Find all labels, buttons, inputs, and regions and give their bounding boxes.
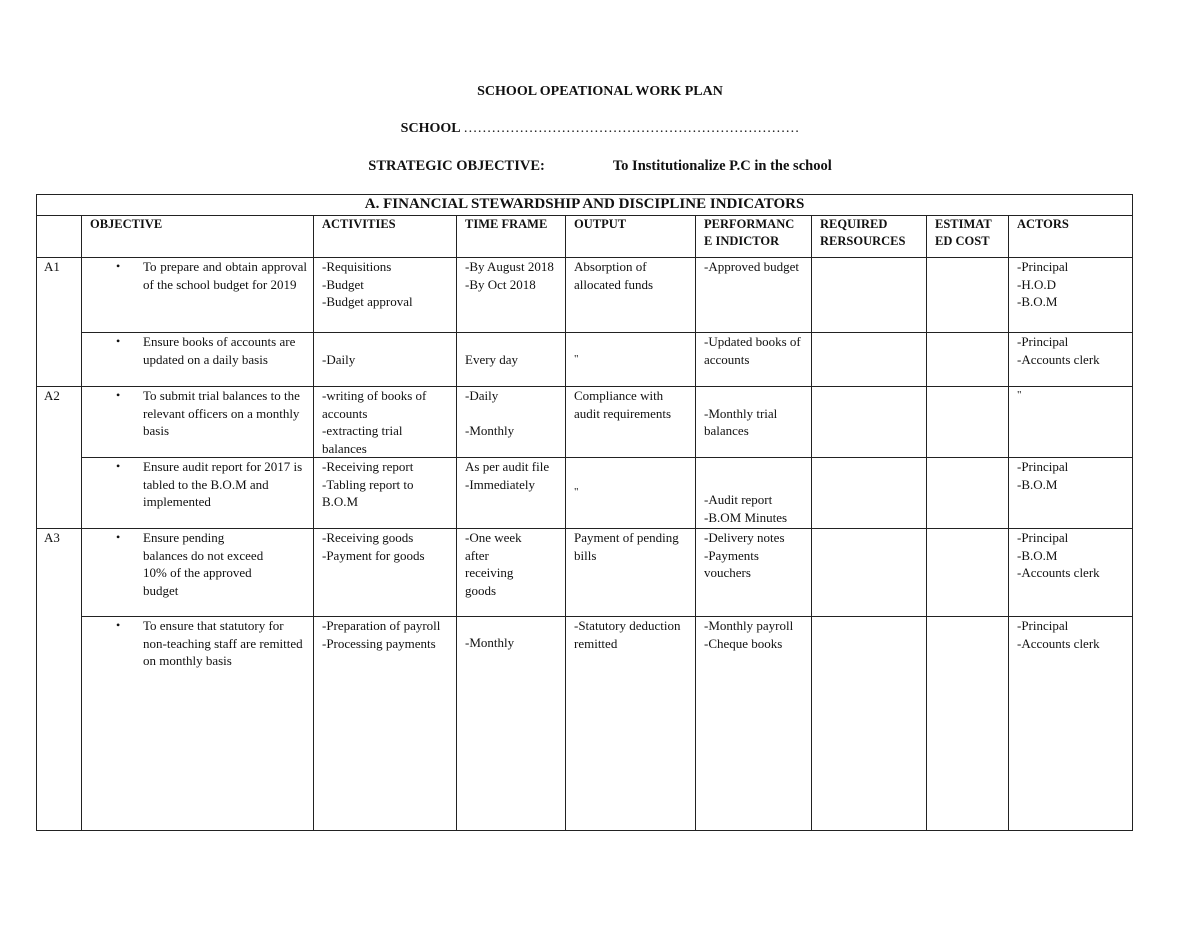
time-frame-line: Every day	[465, 351, 519, 367]
table-row	[37, 387, 1133, 458]
bullet-icon: •	[116, 259, 121, 273]
cost-cell	[927, 387, 1009, 458]
activity-line: -Receiving goods	[322, 530, 414, 545]
actor-line: -Principal	[1017, 618, 1069, 633]
col-header-cost: ESTIMAT ED COST	[927, 216, 1009, 258]
school-name-blank: ………………………………………………………………	[463, 121, 800, 136]
school-line	[0, 121, 1200, 137]
activities-cell	[314, 333, 457, 387]
actor-line: -Accounts clerk	[1017, 635, 1100, 651]
col-header-actors: ACTORS	[1009, 216, 1133, 258]
time-frame-line: As per audit file	[465, 459, 550, 474]
actor-line: -Accounts clerk	[1017, 351, 1100, 367]
performance-line: -Delivery notes	[704, 530, 785, 545]
actors-cell	[1009, 258, 1133, 333]
objective-cell	[82, 258, 314, 333]
cost-cell	[927, 458, 1009, 529]
activity-line: -Payment for goods	[322, 547, 425, 563]
time-frame-line: -Immediately	[465, 476, 536, 492]
output-cell: "	[566, 333, 696, 387]
activity-line: -extracting trial balances	[322, 423, 406, 456]
activity-line: -Processing payments	[322, 635, 436, 651]
actor-line: -B.O.M	[1017, 547, 1058, 563]
table-row	[37, 333, 1133, 387]
section-title: A. FINANCIAL STEWARDSHIP AND DISCIPLINE INDICATORS	[37, 195, 1133, 216]
actor-line: "	[1017, 389, 1022, 401]
objective-cell	[82, 333, 314, 387]
actor-line: -Principal	[1017, 459, 1069, 474]
activity-line: -Budget	[322, 276, 364, 292]
output-cell: Compliance with audit requirements	[566, 387, 696, 458]
objective-text: To prepare and obtain approval of the school budget for 2019	[143, 259, 307, 292]
actor-line: -Principal	[1017, 530, 1069, 545]
col-header-code	[37, 216, 82, 258]
bullet-icon: •	[116, 530, 121, 544]
activity-line: -Tabling report to B.O.M	[322, 476, 417, 509]
actor-line: -Principal	[1017, 259, 1069, 274]
row-code: A2	[37, 387, 82, 529]
table-row	[37, 529, 1133, 617]
objective-text: To ensure that statutory for non-teaching staff are remitted on monthly basis	[143, 618, 303, 668]
actor-line: -B.O.M	[1017, 294, 1058, 309]
col-header-time-frame: TIME FRAME	[457, 216, 566, 258]
performance-line: -B.OM Minutes	[704, 509, 788, 525]
activity-line: -Daily	[322, 351, 356, 367]
performance-line: -Audit report	[704, 492, 773, 507]
time-frame-cell	[457, 529, 566, 617]
col-header-objective: OBJECTIVE	[82, 216, 314, 258]
bullet-icon: •	[116, 388, 121, 402]
resources-cell	[812, 258, 927, 333]
objective-text: Ensure books of accounts are updated on a daily basis	[143, 334, 296, 367]
actors-cell	[1009, 529, 1133, 617]
actors-cell	[1009, 333, 1133, 387]
objective-text: Ensure audit report for 2017 is tabled to the B.O.M and implemented	[143, 459, 303, 509]
table-row	[37, 617, 1133, 831]
performance-cell	[696, 458, 812, 529]
performance-cell	[696, 529, 812, 617]
cost-cell	[927, 529, 1009, 617]
actor-line: -Principal	[1017, 334, 1069, 349]
output-cell: Payment of pending bills	[566, 529, 696, 617]
strategic-objective-line	[0, 158, 1200, 175]
activities-cell	[314, 458, 457, 529]
performance-cell: -Monthly trial balances	[696, 387, 812, 458]
performance-line: -Cheque books	[704, 635, 783, 651]
actor-line: -H.O.D	[1017, 276, 1056, 292]
col-header-resources: REQUIRED RERSOURCES	[812, 216, 927, 258]
actors-cell	[1009, 458, 1133, 529]
col-header-output: OUTPUT	[566, 216, 696, 258]
resources-cell	[812, 387, 927, 458]
bullet-icon: •	[116, 334, 121, 348]
time-frame-cell	[457, 617, 566, 831]
activity-line: -Requisitions	[322, 259, 392, 274]
bullet-icon: •	[116, 459, 121, 473]
objective-cell	[82, 617, 314, 831]
objective-text: To submit trial balances to the relevant officers on a monthly basis	[143, 388, 300, 438]
actor-line: -Accounts clerk	[1017, 565, 1100, 580]
time-frame-line: -By Oct 2018	[465, 276, 536, 292]
col-header-activities: ACTIVITIES	[314, 216, 457, 258]
objective-cell	[82, 529, 314, 617]
time-frame-cell	[457, 387, 566, 458]
col-header-performance: PERFORMANC E INDICTOR	[696, 216, 812, 258]
resources-cell	[812, 529, 927, 617]
row-code: A1	[37, 258, 82, 387]
cost-cell	[927, 258, 1009, 333]
objective-text: Ensure pending balances do not exceed 10% of the approved budget	[143, 530, 264, 598]
table-row	[37, 458, 1133, 529]
strategic-objective-label: STRATEGIC OBJECTIVE:	[368, 158, 545, 174]
time-frame-cell	[457, 258, 566, 333]
actors-cell	[1009, 617, 1133, 831]
activity-line: -Preparation of payroll	[322, 618, 441, 633]
bullet-icon: •	[116, 618, 121, 632]
resources-cell	[812, 458, 927, 529]
actors-cell	[1009, 387, 1133, 458]
output-cell: -Statutory deduction remitted	[566, 617, 696, 831]
activities-cell	[314, 258, 457, 333]
time-frame-line	[465, 405, 559, 423]
performance-line: -Payments vouchers	[704, 547, 763, 580]
performance-cell	[696, 617, 812, 831]
activity-line: -writing of books of accounts	[322, 388, 430, 421]
activity-line: -Receiving report	[322, 459, 414, 474]
performance-line: -Monthly payroll	[704, 618, 794, 633]
column-header-row	[37, 216, 1133, 258]
activity-line: -Budget approval	[322, 294, 413, 309]
row-code: A3	[37, 529, 82, 831]
output-cell: "	[566, 458, 696, 529]
activities-cell	[314, 617, 457, 831]
time-frame-cell	[457, 458, 566, 529]
time-frame-line: -One week after receiving goods	[465, 530, 525, 598]
strategic-objective-value: To Institutionalize P.C in the school	[612, 158, 832, 174]
output-cell: Absorption of allocated funds	[566, 258, 696, 333]
cost-cell	[927, 333, 1009, 387]
resources-cell	[812, 333, 927, 387]
document-title: SCHOOL OPEATIONAL WORK PLAN	[477, 84, 723, 99]
cost-cell	[927, 617, 1009, 831]
actor-line: -B.O.M	[1017, 476, 1058, 492]
time-frame-line: -Daily	[465, 388, 499, 403]
time-frame-cell	[457, 333, 566, 387]
performance-cell: -Updated books of accounts	[696, 333, 812, 387]
performance-cell: -Approved budget	[696, 258, 812, 333]
activities-cell	[314, 387, 457, 458]
resources-cell	[812, 617, 927, 831]
work-plan-table	[36, 194, 1133, 831]
table-row	[37, 258, 1133, 333]
time-frame-line: -By August 2018	[465, 259, 554, 274]
school-label: SCHOOL	[400, 121, 460, 136]
objective-cell	[82, 458, 314, 529]
objective-cell	[82, 387, 314, 458]
time-frame-line: -Monthly	[465, 635, 515, 650]
time-frame-line: -Monthly	[465, 423, 515, 438]
activities-cell	[314, 529, 457, 617]
